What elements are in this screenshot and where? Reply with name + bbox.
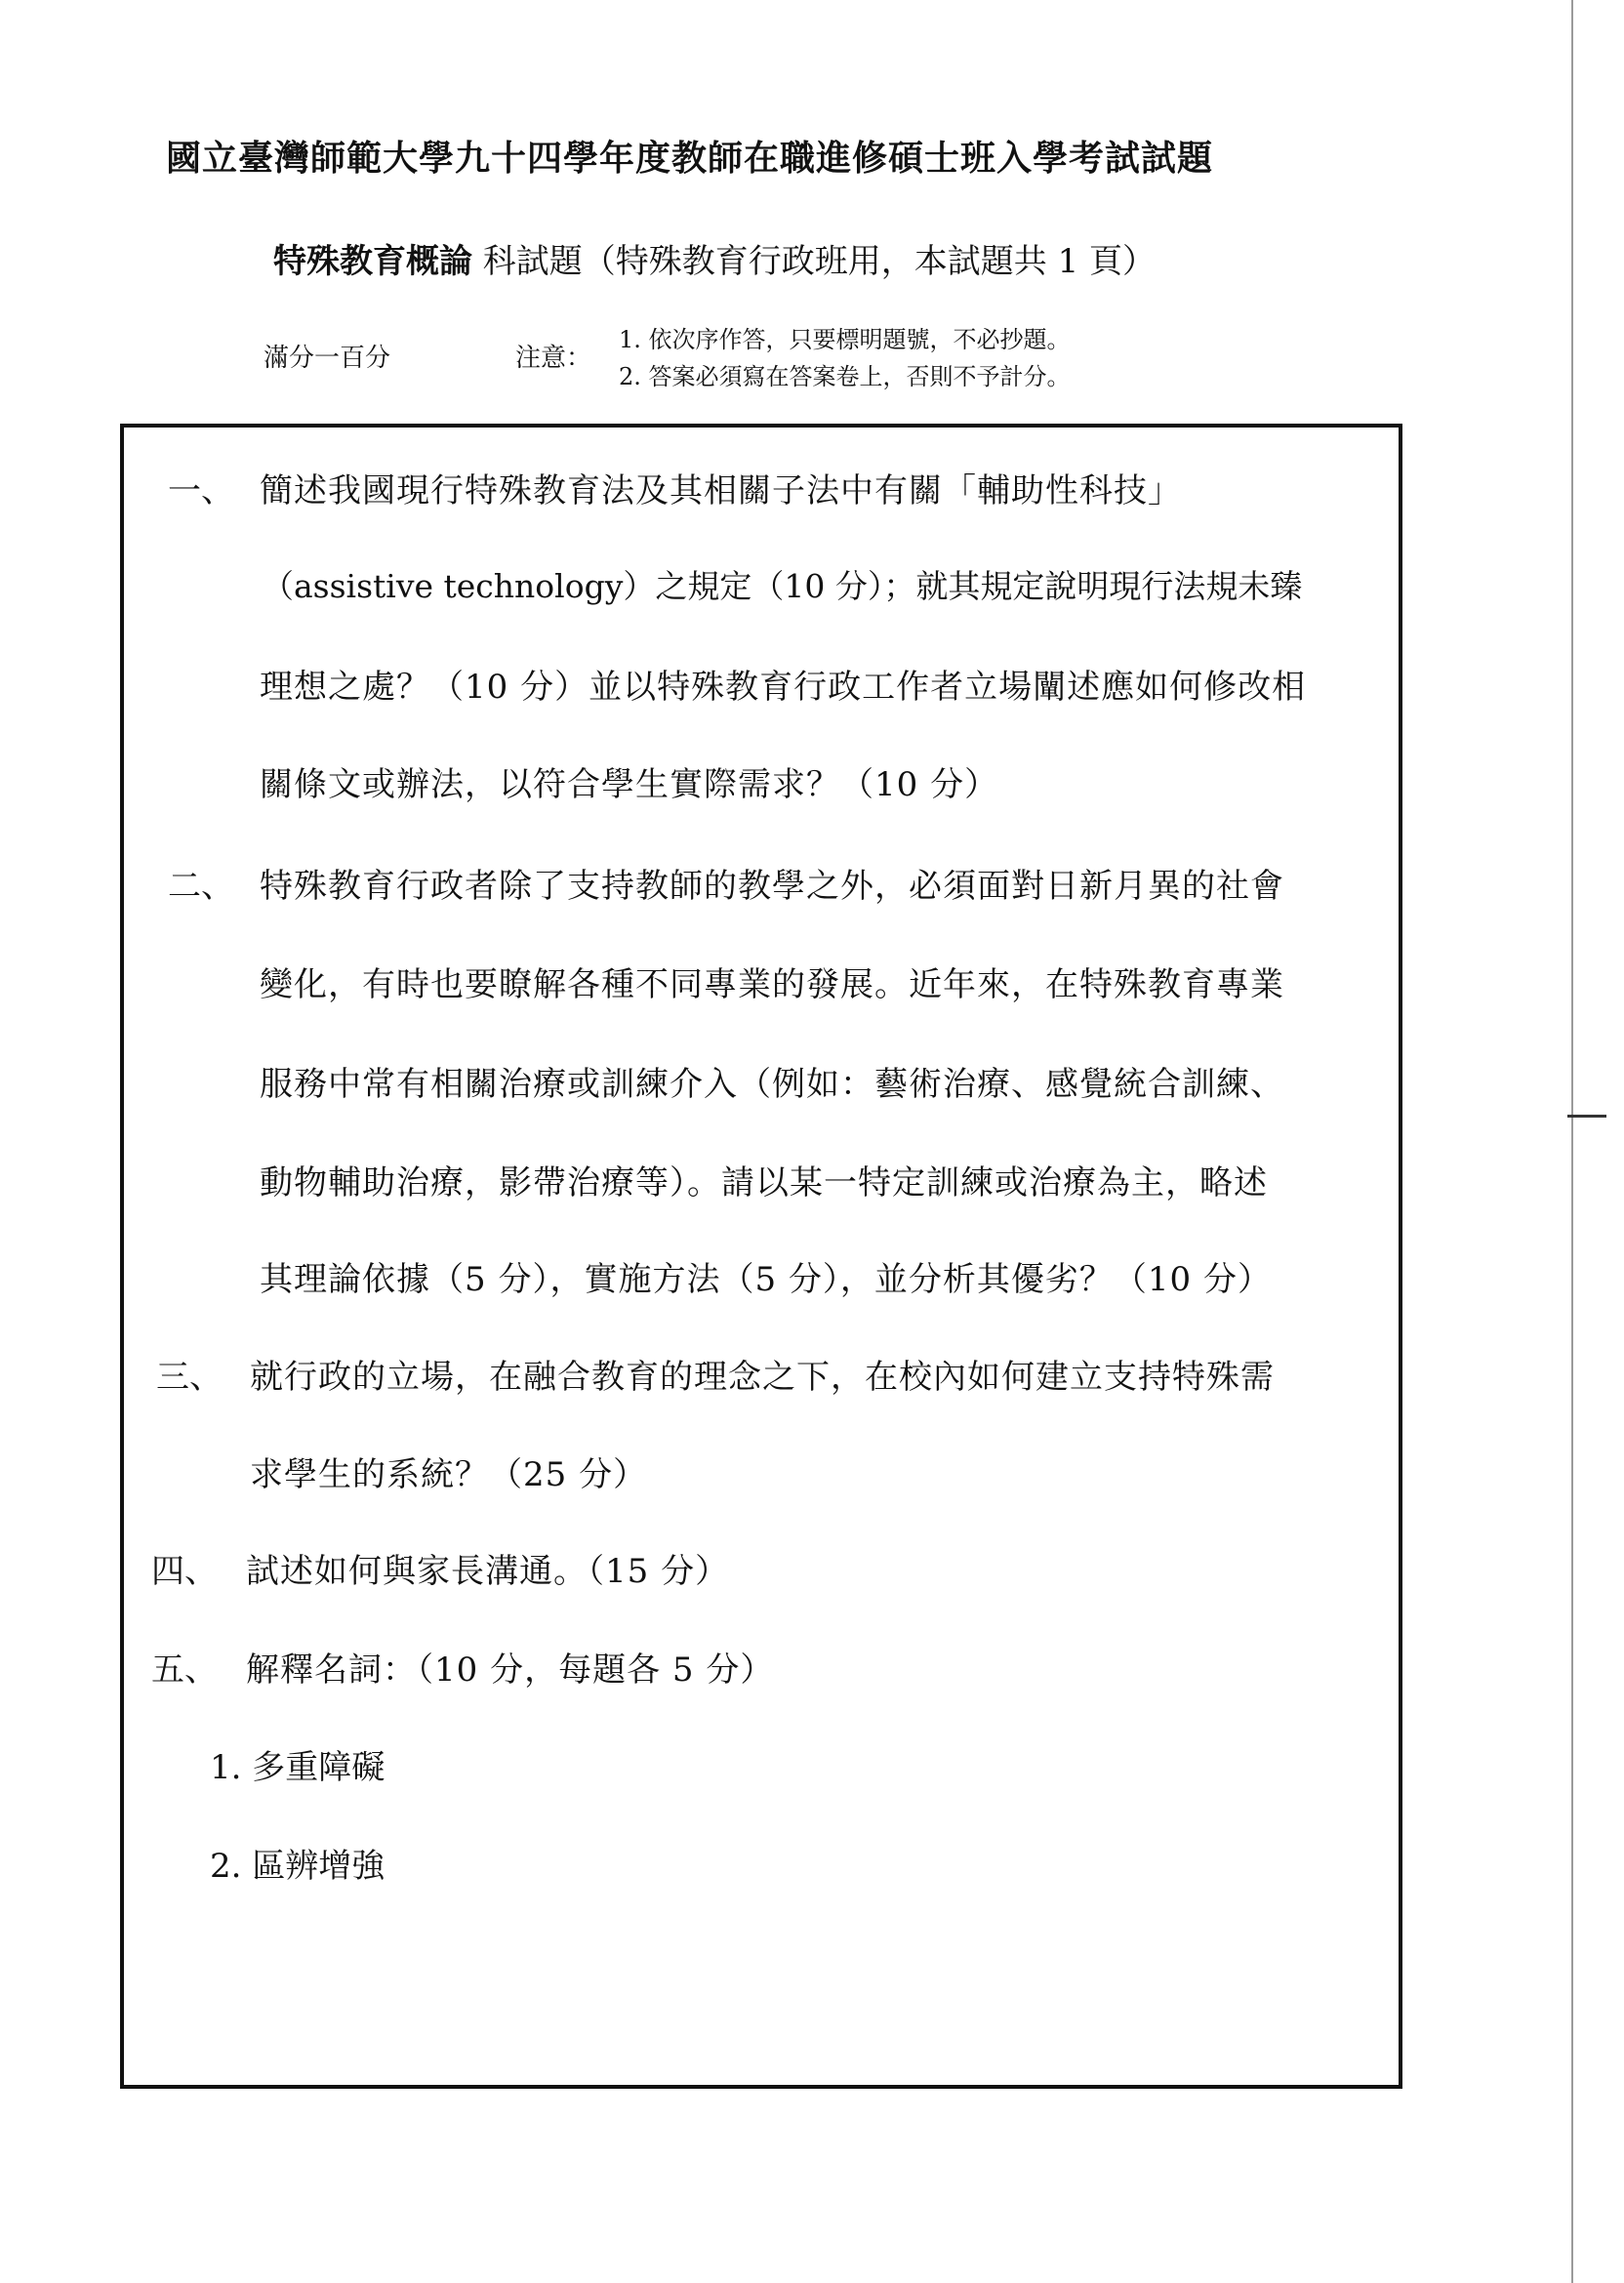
subject-name: 特殊教育概論 <box>273 242 472 281</box>
question-text-line: 其理論依據（5 分），實施方法（5 分），並分析其優劣？（10 分） <box>260 1260 1272 1299</box>
question-text-line: 解釋名詞：（10 分，每題各 5 分） <box>246 1651 775 1690</box>
scan-margin-mark <box>1567 1115 1606 1118</box>
question-number: 一、 <box>168 471 234 510</box>
question-text-line: 變化，有時也要瞭解各種不同專業的發展。近年來，在特殊教育專業 <box>260 965 1284 1004</box>
question-text-line: 簡述我國現行特殊教育法及其相關子法中有關「輔助性科技」 <box>260 471 1182 510</box>
question-text-line: 試述如何與家長溝通。（15 分） <box>246 1552 730 1591</box>
question-text-line: 理想之處？（10 分）並以特殊教育行政工作者立場闡述應如何修改相 <box>260 668 1307 707</box>
exam-meta <box>264 320 1239 398</box>
question-text-line: 特殊教育行政者除了支持教師的教學之外，必須面對日新月異的社會 <box>260 867 1284 906</box>
term-item: 1. 多重障礙 <box>210 1748 386 1787</box>
question-text-line: 服務中常有相關治療或訓練介入（例如：藝術治療、感覺統合訓練、 <box>260 1065 1284 1104</box>
page-title: 國立臺灣師範大學九十四學年度教師在職進修碩士班入學考試試題 <box>166 138 1214 179</box>
question-number: 五、 <box>151 1651 218 1690</box>
term-item: 2. 區辨增強 <box>210 1847 386 1886</box>
question-text-line: 動物輔助治療，影帶治療等）。請以某一特定訓練或治療為主，略述 <box>260 1163 1268 1203</box>
full-score-label: 滿分一百分 <box>264 344 391 373</box>
question-number: 二、 <box>168 867 234 906</box>
scan-margin-line <box>1571 0 1573 2283</box>
question-number: 三、 <box>156 1358 223 1397</box>
notice-label: 注意： <box>515 344 592 373</box>
question-text-line: 求學生的系統？（25 分） <box>250 1455 648 1494</box>
question-text-line: 關條文或辦法，以符合學生實際需求？（10 分） <box>260 765 999 804</box>
question-number: 四、 <box>151 1552 218 1591</box>
notice-item: 1. 依次序作答，只要標明題號，不必抄題。 <box>619 326 1071 353</box>
question-text-line: （assistive technology）之規定（10 分）；就其規定說明現行法規未臻 <box>262 567 1303 605</box>
notice-item: 2. 答案必須寫在答案卷上，否則不予計分。 <box>619 363 1071 390</box>
exam-subtitle <box>273 234 1347 282</box>
question-text-line: 就行政的立場，在融合教育的理念之下，在校內如何建立支持特殊需 <box>250 1358 1275 1397</box>
subtitle-text: 科試題（特殊教育行政班用，本試題共 1 頁） <box>472 242 1157 281</box>
